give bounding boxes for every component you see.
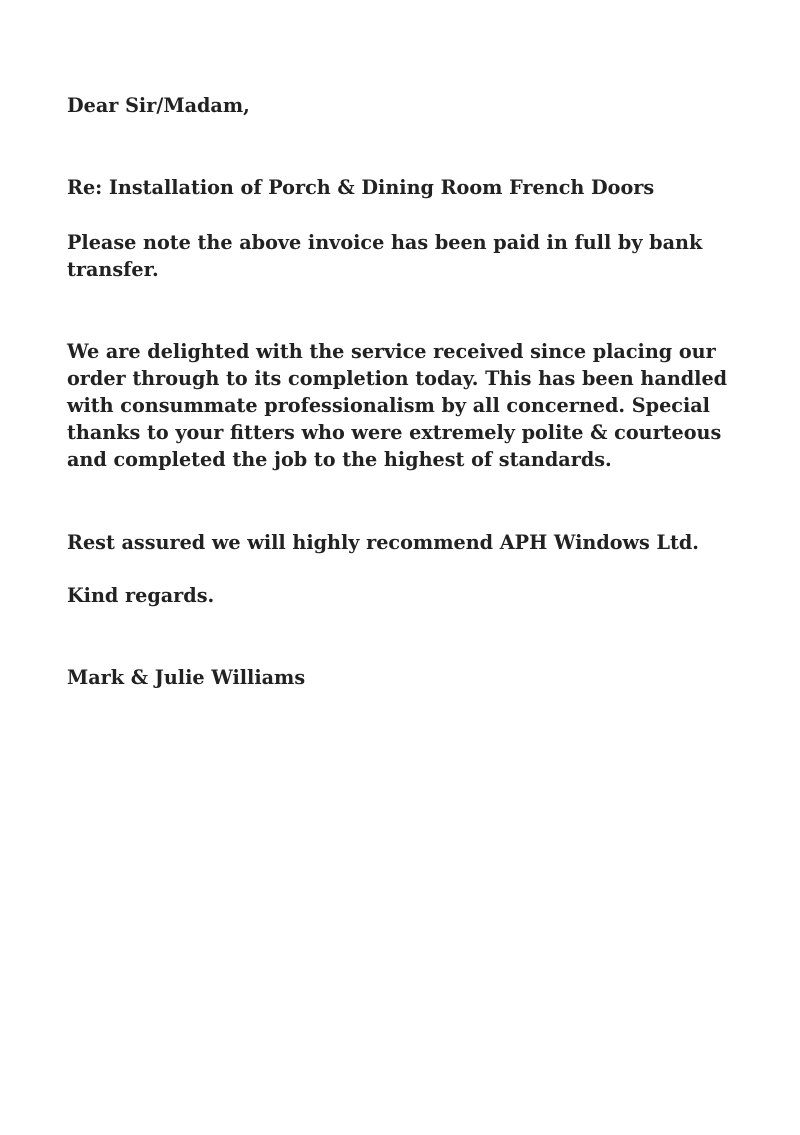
closing-line: Kind regards. <box>67 584 215 607</box>
body-line: with consummate professionalism by all concerned. Special <box>67 394 710 417</box>
salutation: Dear Sir/Madam, <box>67 94 250 117</box>
body-line: and completed the job to the highest of standards. <box>67 448 612 471</box>
signature: Mark & Julie Williams <box>67 666 306 689</box>
body-line: order through to its completion today. This has been handled <box>67 367 728 390</box>
body-line: thanks to your fitters who were extremely polite & courteous <box>67 421 722 444</box>
payment-note-line: Please note the above invoice has been paid in full by bank <box>67 231 703 254</box>
body-line: We are delighted with the service received since placing our <box>67 340 716 363</box>
payment-note-line: transfer. <box>67 258 159 281</box>
recommendation-line: Rest assured we will highly recommend APH Windows Ltd. <box>67 531 699 554</box>
subject-line: Re: Installation of Porch & Dining Room French Doors <box>67 176 655 199</box>
